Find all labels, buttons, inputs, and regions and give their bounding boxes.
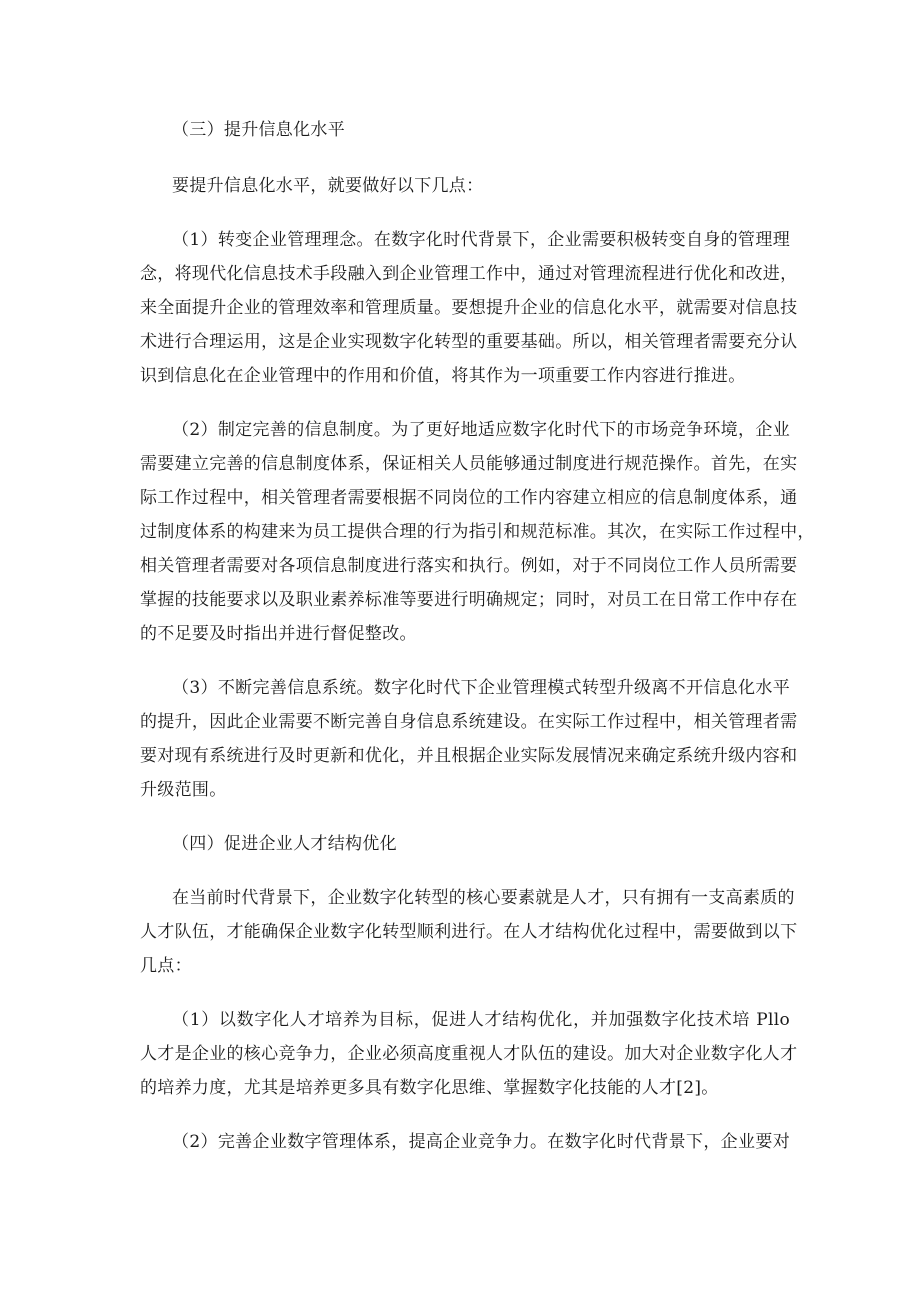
paragraph-2-line: 需要建立完善的信息制度体系，保证相关人员能够通过制度进行规范操作。首先，在实 (140, 454, 798, 474)
paragraph-2-line: 的不足要及时指出并进行督促整改。 (140, 624, 417, 644)
section-heading-4: （四）促进企业人才结构优化 (172, 834, 397, 854)
paragraph-3-line: 要对现有系统进行及时更新和优化，并且根据企业实际发展情况来确定系统升级内容和 (140, 746, 798, 766)
paragraph-2-line: 掌握的技能要求以及职业素养标准等要进行明确规定；同时，对员工在日常工作中存在 (140, 590, 798, 610)
paragraph-1-line: （1）转变企业管理理念。在数字化时代背景下，企业需要积极转变自身的管理理 (172, 230, 790, 250)
paragraph-3-line: 的提升，因此企业需要不断完善自身信息系统建设。在实际工作过程中，相关管理者需 (140, 712, 798, 732)
paragraph-1-line: 来全面提升企业的管理效率和管理质量。要想提升企业的信息化水平，就需要对信息技 (140, 298, 798, 318)
paragraph-2-line: （2）制定完善的信息制度。为了更好地适应数字化时代下的市场竞争环境，企业 (172, 420, 790, 440)
section-intro-3: 要提升信息化水平，就要做好以下几点： (172, 176, 484, 196)
section-intro-4-line: 人才队伍，才能确保企业数字化转型顺利进行。在人才结构优化过程中，需要做到以下 (140, 922, 798, 942)
section-intro-4-line: 在当前时代背景下，企业数字化转型的核心要素就是人才，只有拥有一支高素质的 (172, 888, 795, 908)
paragraph-4-1-line: 的培养力度，尤其是培养更多具有数字化思维、掌握数字化技能的人才[2]。 (140, 1078, 719, 1098)
paragraph-1-line: 念，将现代化信息技术手段融入到企业管理工作中，通过对管理流程进行优化和改进， (140, 264, 798, 284)
paragraph-3-line: （3）不断完善信息系统。数字化时代下企业管理模式转型升级离不开信息化水平 (172, 678, 790, 698)
paragraph-1-line: 识到信息化在企业管理中的作用和价值，将其作为一项重要工作内容进行推进。 (140, 366, 746, 386)
paragraph-3-line: 升级范围。 (140, 780, 227, 800)
paragraph-4-1-line: 人才是企业的核心竞争力，企业必须高度重视人才队伍的建设。加大对企业数字化人才 (140, 1044, 798, 1064)
paragraph-2-line: 过制度体系的构建来为员工提供合理的行为指引和规范标准。其次，在实际工作过程中， (140, 522, 815, 542)
paragraph-4-2-line: （2）完善企业数字管理体系，提高企业竞争力。在数字化时代背景下，企业要对 (172, 1132, 790, 1152)
paragraph-2-line: 相关管理者需要对各项信息制度进行落实和执行。例如，对于不同岗位工作人员所需要 (140, 556, 798, 576)
section-heading-3: （三）提升信息化水平 (172, 120, 345, 140)
section-intro-4-line: 几点： (140, 956, 192, 976)
paragraph-4-1-line: （1）以数字化人才培养为目标，促进人才结构优化，并加强数字化技术培 Pllo (172, 1010, 790, 1030)
paragraph-1-line: 术进行合理运用，这是企业实现数字化转型的重要基础。所以，相关管理者需要充分认 (140, 332, 798, 352)
paragraph-2-line: 际工作过程中，相关管理者需要根据不同岗位的工作内容建立相应的信息制度体系，通 (140, 488, 798, 508)
